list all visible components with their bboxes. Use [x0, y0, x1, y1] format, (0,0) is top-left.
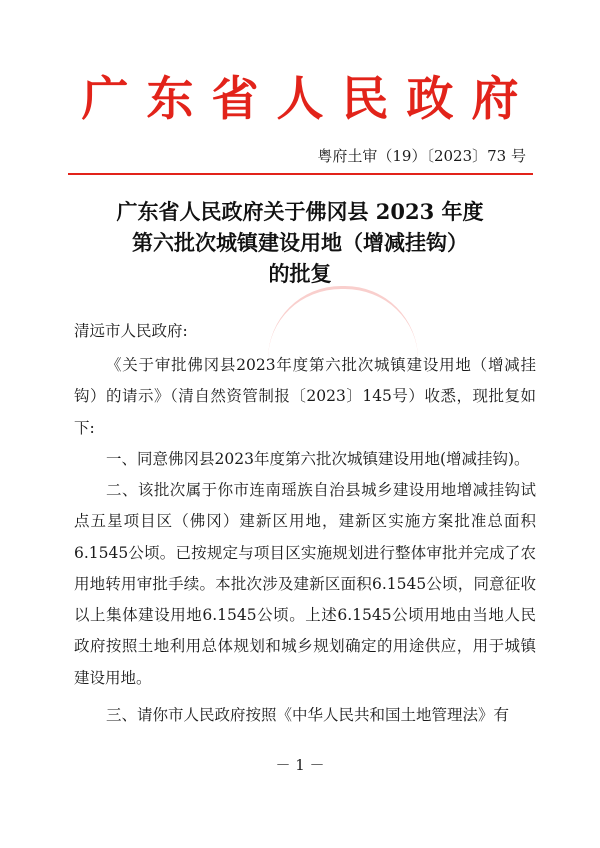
- paragraph-request: [74, 350, 536, 444]
- paragraph-details: [74, 475, 536, 694]
- title-line-3: 的批复: [268, 261, 332, 286]
- title-line-1: 广东省人民政府关于佛冈县 2023 年度: [116, 199, 484, 224]
- paragraph-approval: [74, 444, 536, 475]
- salutation: [74, 316, 536, 347]
- document-title: [0, 196, 600, 289]
- page-number: － 1 －: [275, 756, 325, 774]
- paragraph-3-text: 二、该批次属于你市连南瑶族自治县城乡建设用地增减挂钩试点五星项目区（佛冈）建新区用地，建新区实施方案批准总面积6.1545公顷。已按规定与项目区实施规划进行整体审批并完成了农用地转用审批手续。本批次涉及建新区面积6.1545公顷，同意征收以上集体建设用地6.1545公顷。上述6.1545公顷用地由当地人民政府按照土地利用总体规划和城乡规划确定的用途供应，用于城镇建设用地。: [74, 481, 536, 687]
- paragraph-instruction: [74, 700, 536, 731]
- issuer-header: 广东省人民政府: [81, 72, 537, 127]
- paragraph-1-text: 《关于审批佛冈县2023年度第六批次城镇建设用地（增减挂钩）的请示》（清自然资管制报〔2023〕145号）收悉，现批复如下:: [74, 356, 536, 437]
- paragraph-4-text: 三、请你市人民政府按照《中华人民共和国土地管理法》有: [106, 706, 510, 724]
- document-number: 粤府土审（19）〔2023〕73 号: [317, 147, 526, 165]
- salutation-text: 清远市人民政府:: [74, 322, 188, 340]
- title-line-2: 第六批次城镇建设用地（增减挂钩）: [132, 230, 468, 255]
- paragraph-2-text: 一、同意佛冈县2023年度第六批次城镇建设用地(增减挂钩)。: [106, 450, 530, 468]
- red-divider: [68, 173, 533, 175]
